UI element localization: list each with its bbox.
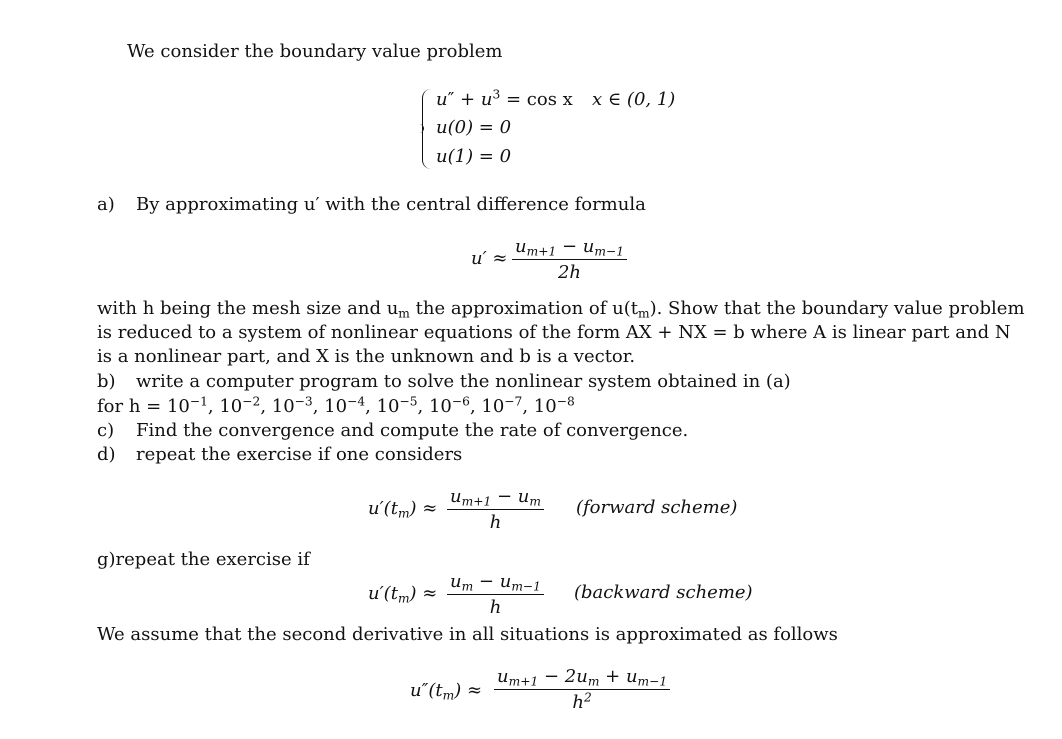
- part-g-text: g)repeat the exercise if: [97, 549, 310, 570]
- second-numerator: $u_{m+1} - 2u_m + u_{m-1}$: [497, 666, 668, 689]
- part-a-text: By approximating u′ with the central difference formula: [136, 194, 646, 215]
- system-eq1: $u'' + u^3 = \cos x$: [436, 87, 573, 110]
- paragraph-line-1: [97, 299, 1025, 320]
- h-prefix: for h =: [97, 396, 167, 417]
- h-exp: −8: [556, 394, 575, 409]
- h-exp: −3: [294, 394, 313, 409]
- h-exp: −4: [347, 394, 366, 409]
- forward-lhs: $u'(t_m)$ ≈: [368, 498, 438, 521]
- h-exp: −2: [242, 394, 261, 409]
- h-exp: −7: [504, 394, 523, 409]
- paragraph-line-1-sub: m: [398, 306, 410, 321]
- h-base: 10: [324, 396, 348, 417]
- central-fraction: [512, 236, 627, 283]
- h-base: 10: [376, 396, 400, 417]
- forward-fraction: [447, 486, 544, 533]
- h-exp: −1: [189, 394, 208, 409]
- forward-note: (forward scheme): [576, 497, 738, 518]
- part-d-label: d): [97, 444, 116, 465]
- assume-text: We assume that the second derivative in all situations is approximated as follows: [97, 624, 838, 645]
- paragraph-line-3: is a nonlinear part, and X is the unknown and b is a vector.: [97, 346, 636, 367]
- part-a-label: a): [97, 194, 115, 215]
- backward-lhs: $u'(t_m)$ ≈: [368, 583, 438, 606]
- h-base: 10: [219, 396, 243, 417]
- part-d-text: repeat the exercise if one considers: [136, 444, 463, 465]
- paragraph-line-2: is reduced to a system of nonlinear equations of the form AX + NX = b where A is linear part and N: [97, 322, 1011, 343]
- intro-text: We consider the boundary value problem: [127, 41, 503, 62]
- part-b-label: b): [97, 371, 116, 392]
- system-eq1-domain: x ∈ (0, 1): [592, 89, 676, 110]
- central-numerator: $u_{m+1} - u_{m-1}$: [515, 236, 624, 259]
- h-exp: −5: [399, 394, 418, 409]
- second-fraction: [494, 666, 670, 713]
- h-base: 10: [481, 396, 505, 417]
- h-exp: −6: [451, 394, 470, 409]
- paragraph-line-1-a: with h being the mesh size and u: [97, 298, 399, 319]
- paragraph-line-1-sub2: m: [637, 306, 650, 321]
- part-b-text: write a computer program to solve the nonlinear system obtained in (a): [136, 371, 791, 392]
- forward-denominator: h: [489, 512, 502, 533]
- central-denominator: 2h: [557, 262, 582, 283]
- second-den-base: h: [572, 692, 584, 713]
- backward-denominator: h: [489, 597, 502, 618]
- h-base: 10: [533, 396, 557, 417]
- second-lhs: $u''(t_m)$ ≈: [410, 680, 483, 703]
- paragraph-line-1-b: the approximation of u(t: [409, 298, 638, 319]
- backward-note: (backward scheme): [574, 582, 753, 603]
- backward-fraction: [447, 571, 544, 618]
- h-base: 10: [428, 396, 452, 417]
- central-formula-lhs: u′ ≈: [471, 248, 508, 269]
- part-b-h-values: for $h = 10^{-1}$, $10^{-2}$, $10^{-3}$, $10^{-4}$, $10^{-5}$, $10^{-6}$, $10^{-7}$, $10^{-8}$: [97, 394, 575, 417]
- part-c-text: Find the convergence and compute the rate of convergence.: [136, 420, 689, 441]
- part-c-label: c): [97, 420, 115, 441]
- second-denominator: $h^2$: [572, 690, 592, 713]
- system-eq2: u(0) = 0: [436, 117, 512, 138]
- system-eq3: u(1) = 0: [436, 146, 512, 167]
- system-eq1-tail: = cos x: [505, 89, 573, 110]
- forward-numerator: $u_{m+1} - u_m$: [450, 486, 541, 509]
- h-base: 10: [166, 396, 190, 417]
- backward-numerator: $u_m - u_{m-1}$: [450, 571, 541, 594]
- h-base: 10: [271, 396, 295, 417]
- paragraph-line-1-c: ). Show that the boundary value problem: [649, 298, 1025, 319]
